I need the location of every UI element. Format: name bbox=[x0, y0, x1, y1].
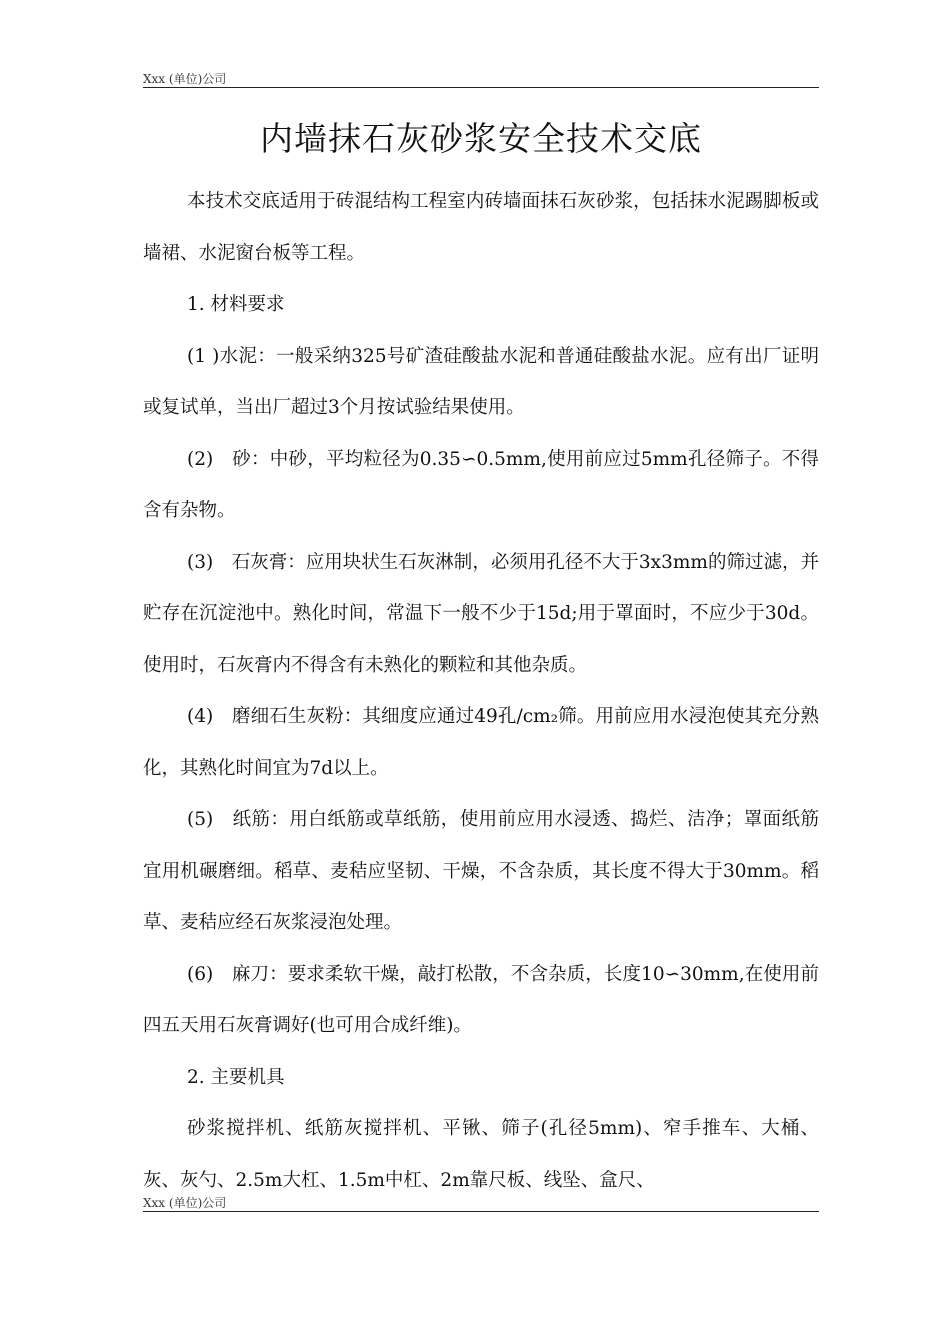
footer-company: Xxx (单位)公司 bbox=[143, 1196, 227, 1210]
paragraph-sand: (2) 砂：中砂，平均粒径为0.35∽0.5mm,使用前应过5mm孔径筛子。不得含有杂物。 bbox=[143, 448, 819, 521]
paragraph-paper-fiber: (5) 纸筋：用白纸筋或草纸筋，使用前应用水浸透、捣烂、洁净；罩面纸筋宜用机碾磨细。稻草、麦秸应坚韧、干燥，不含杂质，其长度不得大于30mm。稻草、麦秸应经石灰浆浸泡处理。 bbox=[143, 809, 819, 933]
header-company: Xxx (单位)公司 bbox=[143, 72, 227, 86]
paragraph-lime-paste: (3) 石灰膏：应用块状生石灰淋制，必须用孔径不大于3x3mm的筛过滤，并贮存在沉淀池中。熟化时间，常温下一般不少于15d;用于罩面时，不应少于30d。使用时，石灰膏内不得含有未熟化的颗粒和其他杂质。 bbox=[143, 551, 819, 676]
section-heading-materials: 1. 材料要求 bbox=[187, 294, 285, 315]
page-footer bbox=[143, 1196, 819, 1212]
paragraph-lime-powder: (4) 磨细石生灰粉：其细度应通过49孔/cm₂筛。用前应用水浸泡使其充分熟化，其熟化时间宜为7d以上。 bbox=[143, 706, 819, 779]
paragraph-hemp-fiber: (6) 麻刀：要求柔软干燥，敲打松散，不含杂质，长度10∽30mm,在使用前四五天用石灰膏调好(也可用合成纤维)。 bbox=[143, 963, 819, 1036]
page-header bbox=[143, 72, 819, 88]
document-title: 内墙抹石灰砂浆安全技术交底 bbox=[260, 119, 702, 158]
section-heading-tools: 2. 主要机具 bbox=[187, 1066, 285, 1088]
paragraph-tools-list: 砂浆搅拌机、纸筋灰搅拌机、平锹、筛子(孔径5mm)、窄手推车、大桶、灰、灰勺、2.5m大杠、1.5m中杠、2m靠尺板、线坠、盒尺、 bbox=[143, 1118, 819, 1191]
paragraph-cement: (1 )水泥：一般采纳325号矿渣硅酸盐水泥和普通硅酸盐水泥。应有出厂证明或复试单，当出厂超过3个月按试验结果使用。 bbox=[143, 345, 819, 418]
document-body bbox=[143, 176, 819, 1206]
paragraph-scope: 本技术交底适用于砖混结构工程室内砖墙面抹石灰砂浆，包括抹水泥踢脚板或墙裙、水泥窗台板等工程。 bbox=[143, 191, 819, 264]
